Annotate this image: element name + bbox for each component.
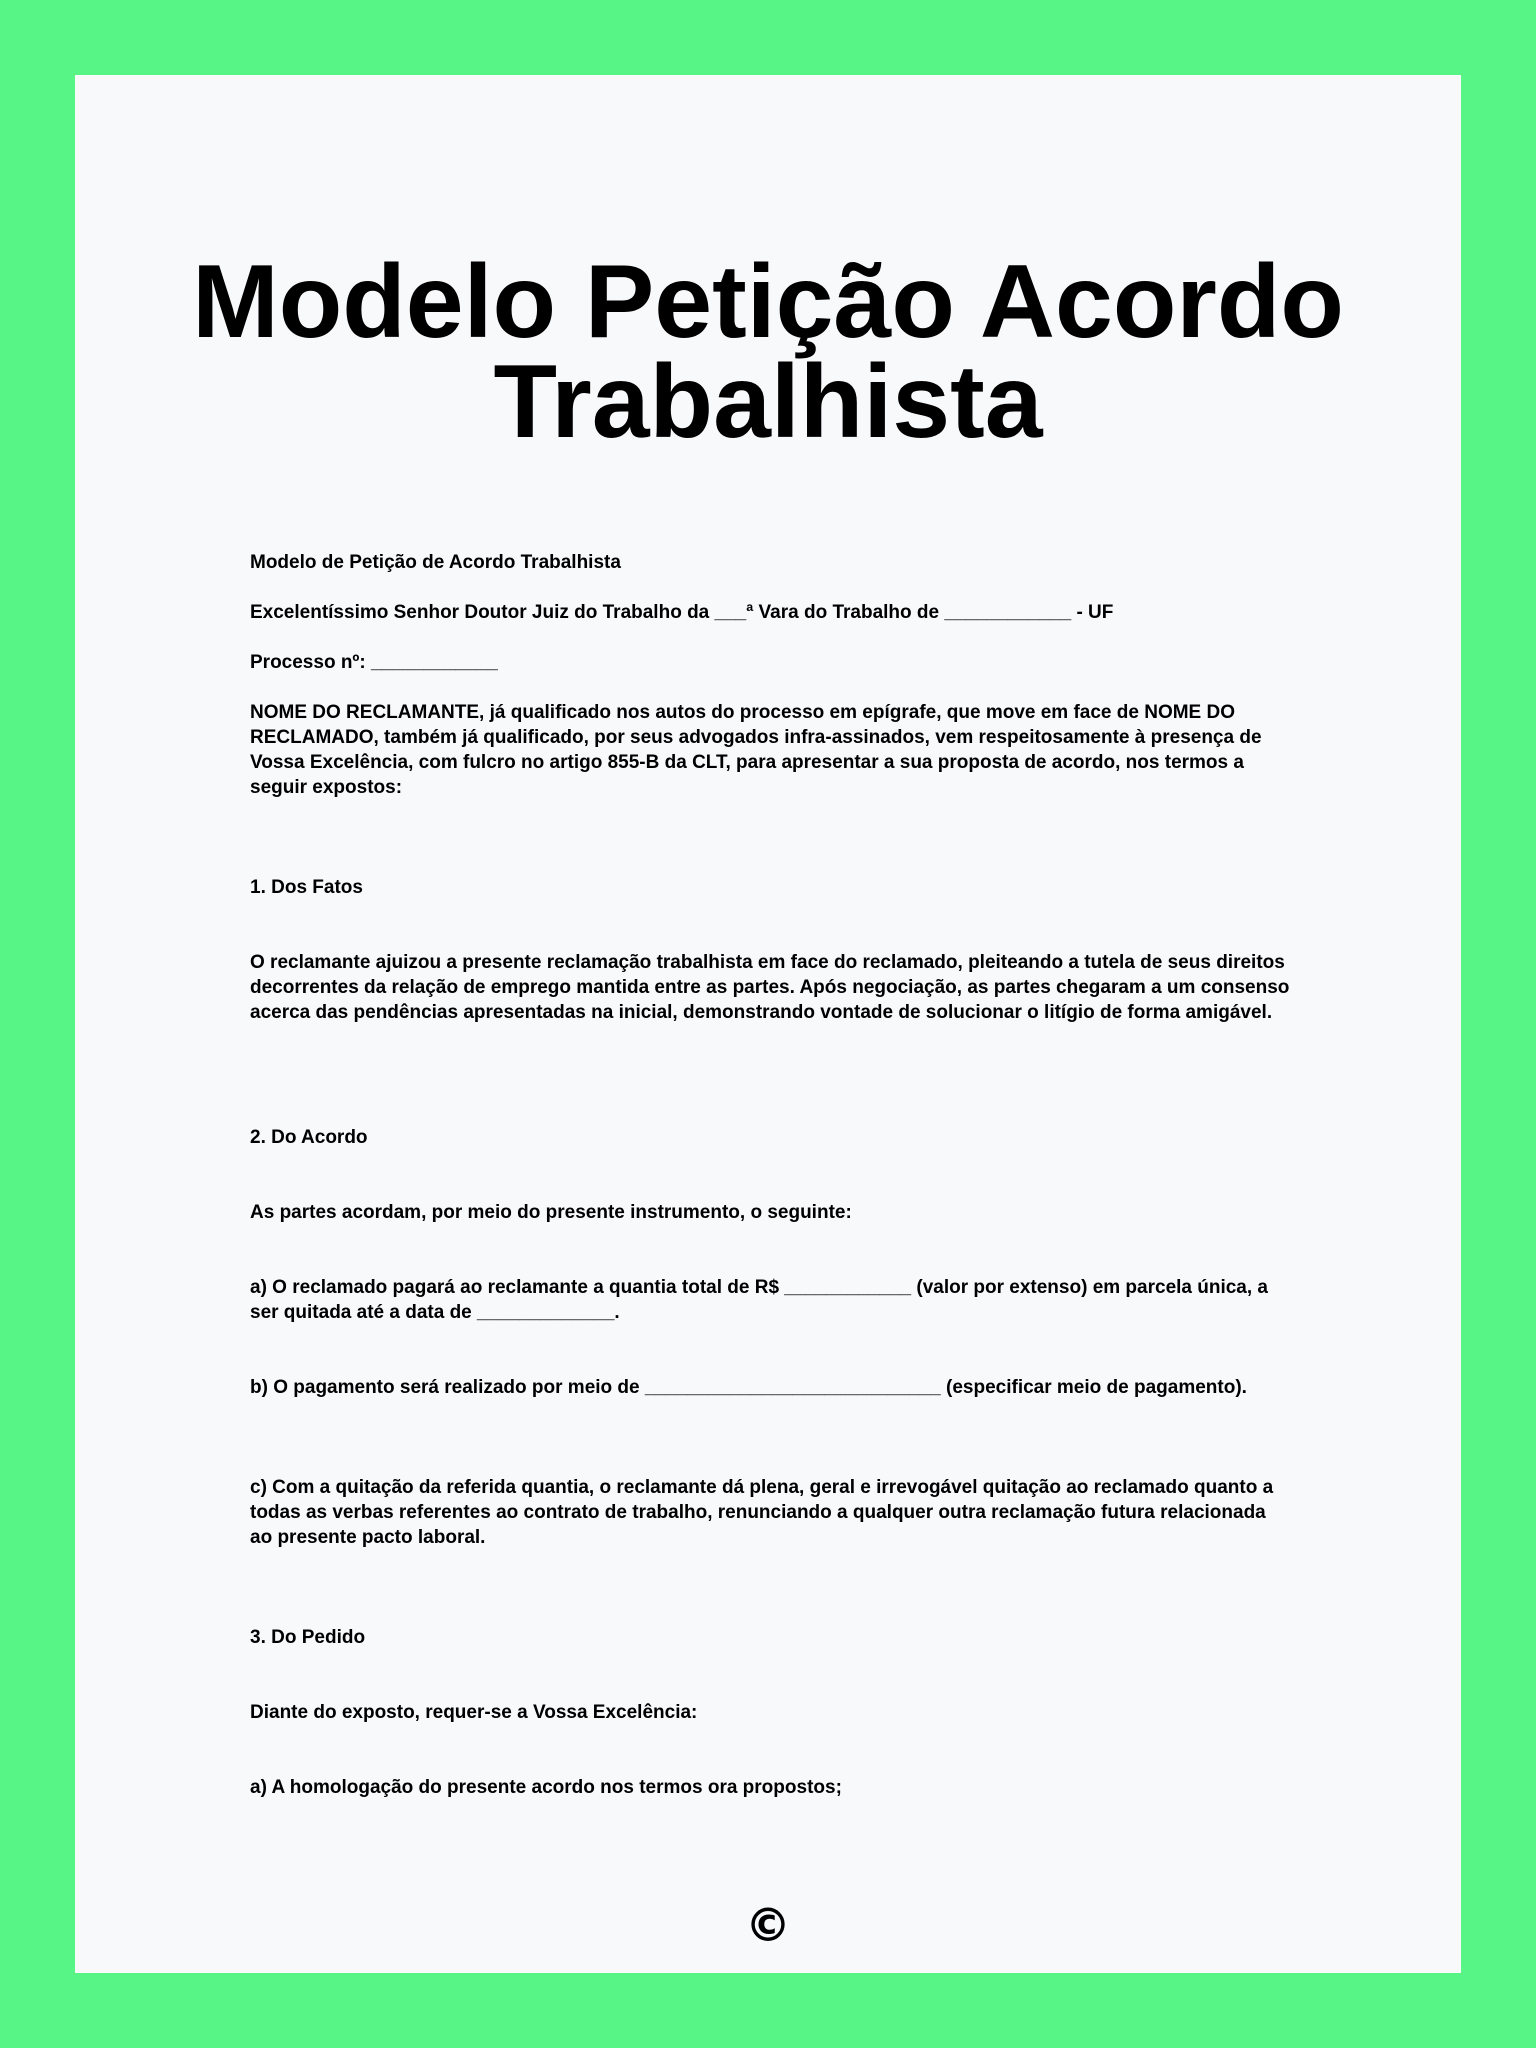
request-item-a: a) A homologação do presente acordo nos termos ora propostos; <box>250 1777 842 1798</box>
intro-paragraph: NOME DO RECLAMANTE, já qualificado nos autos do processo em epígrafe, que move em face de NOME DO RECLAMADO, também já qualificado, por seus advogados infra-assinados, vem respeitosamente à presença de Vossa Excelência, com fulcro no artigo 855-B da CLT, para apresentar a sua proposta de acordo, nos termos a seguir expostos: <box>250 702 1262 798</box>
agreement-intro: As partes acordam, por meio do presente instrumento, o seguinte: <box>250 1202 852 1223</box>
agreement-item-a: a) O reclamado pagará ao reclamante a quantia total de R$ ____________ (valor por extenso) em parcela única, a ser quitada até a data de _____________. <box>250 1277 1269 1323</box>
title-line-2: Trabalhista <box>493 344 1043 460</box>
document-heading: Modelo de Petição de Acordo Trabalhista <box>250 552 621 573</box>
section-heading-request: 3. Do Pedido <box>250 1627 366 1648</box>
section-heading-facts: 1. Dos Fatos <box>250 877 363 898</box>
agreement-item-c: c) Com a quitação da referida quantia, o reclamante dá plena, geral e irrevogável quitação ao reclamado quanto a todas as verbas referentes ao contrato de trabalho, renunciando a qualquer outra reclamação futura relacionada ao presente pacto laboral. <box>250 1477 1274 1548</box>
document-title <box>0 244 1536 460</box>
section-heading-agreement: 2. Do Acordo <box>250 1127 368 1148</box>
copyright-icon: © <box>745 1898 791 1952</box>
facts-paragraph: O reclamante ajuizou a presente reclamação trabalhista em face do reclamado, pleiteando a tutela de seus direitos decorrentes da relação de emprego mantida entre as partes. Após negociação, as partes chegaram a um consenso acerca das pendências apresentadas na inicial, demonstrando vontade de solucionar o litígio de forma amigável. <box>250 952 1290 1023</box>
request-intro: Diante do exposto, requer-se a Vossa Excelência: <box>250 1702 698 1723</box>
agreement-item-b: b) O pagamento será realizado por meio de ____________________________ (especificar meio de pagamento). <box>250 1377 1247 1398</box>
addressee-line: Excelentíssimo Senhor Doutor Juiz do Trabalho da ___ª Vara do Trabalho de ____________ - UF <box>250 602 1114 623</box>
process-number-line: Processo nº: ____________ <box>250 652 498 673</box>
title-line-1: Modelo Petição Acordo <box>192 244 1344 360</box>
